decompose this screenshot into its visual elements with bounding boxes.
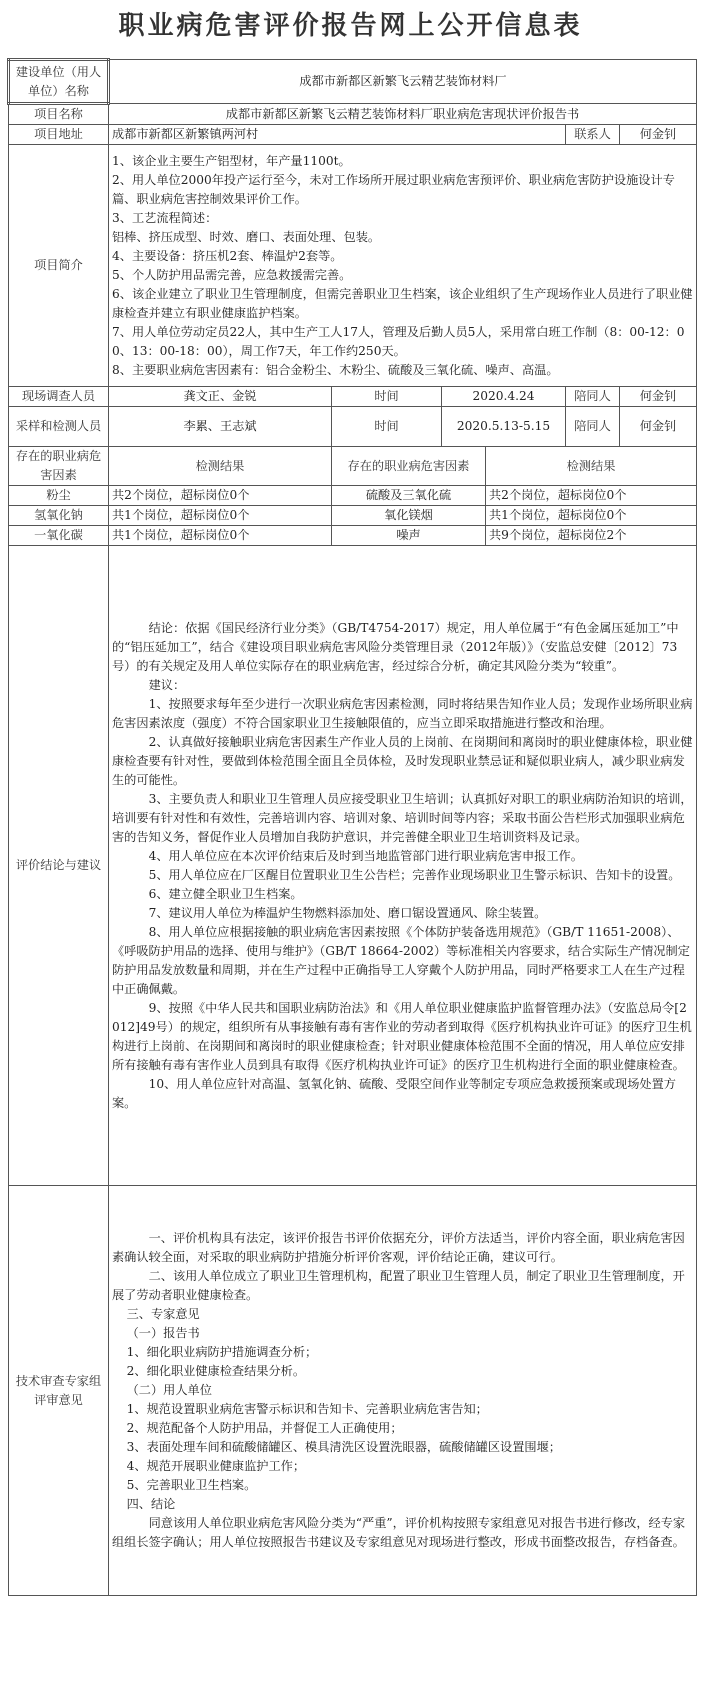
sampling-people: 李累、王志斌 <box>109 407 332 447</box>
project-address-label: 项目地址 <box>9 125 109 145</box>
sampling-label: 采样和检测人员 <box>9 407 109 447</box>
paragraph: （二）用人单位 <box>126 1383 212 1397</box>
hazard-row <box>9 506 697 526</box>
hazard-factor: 硫酸及三氧化硫 <box>332 486 486 506</box>
hazard-row <box>9 526 697 546</box>
hazard-result-header: 检测结果 <box>109 447 332 486</box>
hazard-factor: 噪声 <box>332 526 486 546</box>
paragraph: 结论：依据《国民经济行业分类》（GB/T4754-2017）规定，用人单位属于“有色金属压延加工”中的“铝压延加工”，结合《建设项目职业病危害风险分类管理目录（2012年版）》（安监总安健〔2012〕73号）的有关规定及用人单位实际存在的职业病危害，经过综合分析，确定其风险分类为“较重”。 <box>112 620 679 673</box>
paragraph: 5、用人单位应在厂区醒目位置职业卫生公告栏；完善作业现场职业卫生警示标识、告知卡的设置。 <box>148 867 681 882</box>
intro-line: 8、主要职业病危害因素有：铝合金粉尘、木粉尘、硫酸及三氧化硫、噪声、高温。 <box>112 362 559 377</box>
paragraph: 4、规范开展职业健康监护工作； <box>126 1459 306 1473</box>
paragraph: 建议： <box>148 677 186 692</box>
hazard-factor-header: 存在的职业病危害因素 <box>9 447 109 486</box>
paragraph: 2、规范配备个人防护用品，并督促工人正确使用； <box>126 1421 403 1435</box>
intro-label: 项目简介 <box>9 145 109 387</box>
hazard-row <box>9 486 697 506</box>
intro-line: 5、个人防护用品需完善，应急救援需完善。 <box>112 267 352 282</box>
hazard-result: 共2个岗位，超标岗位0个 <box>486 486 697 506</box>
expert-row <box>9 1186 697 1596</box>
hazard-result: 共1个岗位，超标岗位0个 <box>109 506 332 526</box>
paragraph: 1、按照要求每年至少进行一次职业病危害因素检测，同时将结果告知作业人员；发现作业场所职业病危害因素浓度（强度）不符合国家职业卫生接触限值的，应当立即采取措施进行整改和治理。 <box>112 696 693 730</box>
hazard-header-row <box>9 447 697 486</box>
unit-row <box>9 60 697 104</box>
conclusion-label: 评价结论与建议 <box>9 546 109 1186</box>
paragraph: 9、按照《中华人民共和国职业病防治法》和《用人单位职业健康监护监督管理办法》（安监总局令[2012]49号）的规定，组织所有从事接触有毒有害作业的劳动者到取得《医疗机构执业许可证》的医疗卫生机构进行上岗前、在岗期间和离岗时的职业健康检查；针对职业健康体检范围不全面的情况，用人单位应安排所有接触有毒有害作业人员到具有取得《医疗机构执业许可证》的医疗卫生机构进行全面的职业健康检查。 <box>112 1000 692 1072</box>
expert-content <box>109 1186 697 1596</box>
paragraph: 6、建立健全职业卫生档案。 <box>148 886 303 901</box>
project-address-row <box>9 125 697 145</box>
unit-value: 成都市新都区新繁飞云精艺装饰材料厂 <box>109 60 697 104</box>
intro-line: 2、用人单位2000年投产运行至今，未对工作场所开展过职业病危害预评价、职业病危害防护设施设计专篇、职业病危害控制效果评价工作。 <box>112 172 675 206</box>
intro-line: 4、主要设备：挤压机2套、棒温炉2套等。 <box>112 248 343 263</box>
project-address-value: 成都市新都区新繁镇两河村 <box>109 125 566 145</box>
unit-label: 建设单位（用人单位）名称 <box>9 60 109 104</box>
hazard-factor: 粉尘 <box>9 486 109 506</box>
hazard-result: 共2个岗位，超标岗位0个 <box>109 486 332 506</box>
project-name-label: 项目名称 <box>9 104 109 125</box>
sampling-time-label: 时间 <box>332 407 442 447</box>
paragraph: 三、专家意见 <box>126 1307 200 1321</box>
contact-label: 联系人 <box>566 125 620 145</box>
hazard-factor-header: 存在的职业病危害因素 <box>332 447 486 486</box>
info-table <box>7 58 697 1596</box>
sampling-time: 2020.5.13-5.15 <box>442 407 566 447</box>
intro-line: 3、工艺流程简述： <box>112 210 218 225</box>
survey-row <box>9 387 697 407</box>
paragraph: 3、主要负责人和职业卫生管理人员应接受职业卫生培训；认真抓好对职工的职业病防治知识的培训，培训要有针对性和有效性，完善培训内容、培训对象、培训时间等内容；采取书面公告栏形式加强职业病危害的告知义务，督促作业人员增加自我防护意识，并完善健全职业卫生培训资料及记录。 <box>112 791 693 844</box>
hazard-result: 共1个岗位，超标岗位0个 <box>109 526 332 546</box>
paragraph: 4、用人单位应在本次评价结束后及时到当地监管部门进行职业病危害申报工作。 <box>148 848 583 863</box>
paragraph: 1、规范设置职业病危害警示标识和告知卡、完善职业病危害告知； <box>126 1402 488 1416</box>
survey-people: 龚文正、金锐 <box>109 387 332 407</box>
paragraph: 2、认真做好接触职业病危害因素生产作业人员的上岗前、在岗期间和离岗时的职业健康体检，职业健康检查要有针对性，要做到体检范围全面且全员体检，及时发现职业禁忌证和疑似职业病人，减少职业病发生的可能性。 <box>112 734 693 787</box>
sampling-row <box>9 407 697 447</box>
hazard-factor: 氧化镁烟 <box>332 506 486 526</box>
project-name-row <box>9 104 697 125</box>
sampling-companion: 何金钊 <box>620 407 697 447</box>
page-title: 职业病危害评价报告网上公开信息表 <box>118 11 583 41</box>
paragraph: 同意该用人单位职业病危害风险分类为“严重”，评价机构按照专家组意见对报告书进行修改，经专家组组长签字确认；用人单位按照报告书建议及专家组意见对现场进行整改，形成书面整改报告，存档备查。 <box>112 1516 686 1549</box>
survey-label: 现场调查人员 <box>9 387 109 407</box>
intro-line: 1、该企业主要生产铝型材，年产量1100t。 <box>112 153 351 168</box>
paragraph: 3、表面处理车间和硫酸储罐区、模具清洗区设置洗眼器，硫酸储罐区设置围堰； <box>126 1440 561 1454</box>
hazard-result: 共9个岗位，超标岗位2个 <box>486 526 697 546</box>
paragraph: 二、该用人单位成立了职业卫生管理机构，配置了职业卫生管理人员，制定了职业卫生管理制度，开展了劳动者职业健康检查。 <box>112 1269 685 1302</box>
paragraph: 1、细化职业病防护措施调查分析； <box>126 1345 318 1359</box>
hazard-factor: 氢氧化钠 <box>9 506 109 526</box>
survey-companion: 何金钊 <box>620 387 697 407</box>
hazard-factor: 一氧化碳 <box>9 526 109 546</box>
paragraph: 5、完善职业卫生档案。 <box>126 1478 257 1492</box>
intro-line: 7、用人单位劳动定员22人，其中生产工人17人，管理及后勤人员5人，采用常白班工作制（8：00-12：00、13：00-18：00），周工作7天，年工作约250天。 <box>112 324 685 358</box>
paragraph: 8、用人单位应根据接触的职业病危害因素按照《个体防护装备选用规范》（GB/T 11651-2008）、《呼吸防护用品的选择、使用与维护》（GB/T 18664-2002）等标准相关内容要求，结合实际生产情况制定防护用品发放数量和周期，并在生产过程中正确指导工人穿戴个人防护用品，同时严格要求工人在生产过程中正确佩戴。 <box>112 924 690 996</box>
conclusion-content <box>109 546 697 1186</box>
hazard-result-header: 检测结果 <box>486 447 697 486</box>
intro-row <box>9 145 697 387</box>
paragraph: （一）报告书 <box>126 1326 200 1340</box>
hazard-result: 共1个岗位，超标岗位0个 <box>486 506 697 526</box>
contact-value: 何金钊 <box>620 125 697 145</box>
survey-time: 2020.4.24 <box>442 387 566 407</box>
intro-content <box>109 145 697 387</box>
paragraph: 四、结论 <box>126 1497 176 1511</box>
paragraph: 7、建议用人单位为棒温炉生物燃料添加处、磨口锯设置通风、除尘装置。 <box>148 905 547 920</box>
intro-line: 铝棒、挤压成型、时效、磨口、表面处理、包装。 <box>112 229 381 244</box>
paragraph: 10、用人单位应针对高温、氢氧化钠、硫酸、受限空间作业等制定专项应急救援预案或现场处置方案。 <box>112 1076 676 1110</box>
intro-line: 6、该企业建立了职业卫生管理制度，但需完善职业卫生档案，该企业组织了生产现场作业人员进行了职业健康检查并建立有职业健康监护档案。 <box>112 286 693 320</box>
survey-time-label: 时间 <box>332 387 442 407</box>
paragraph: 2、细化职业健康检查结果分析。 <box>126 1364 306 1378</box>
conclusion-row <box>9 546 697 1186</box>
paragraph: 一、评价机构具有法定，该评价报告书评价依据充分，评价方法适当，评价内容全面，职业病危害因素确认较全面，对采取的职业病防护措施分析评价客观，评价结论正确，建议可行。 <box>112 1231 685 1264</box>
sampling-companion-label: 陪同人 <box>566 407 620 447</box>
expert-label: 技术审查专家组评审意见 <box>9 1186 109 1596</box>
survey-companion-label: 陪同人 <box>566 387 620 407</box>
project-name-value: 成都市新都区新繁飞云精艺装饰材料厂职业病危害现状评价报告书 <box>109 104 697 125</box>
